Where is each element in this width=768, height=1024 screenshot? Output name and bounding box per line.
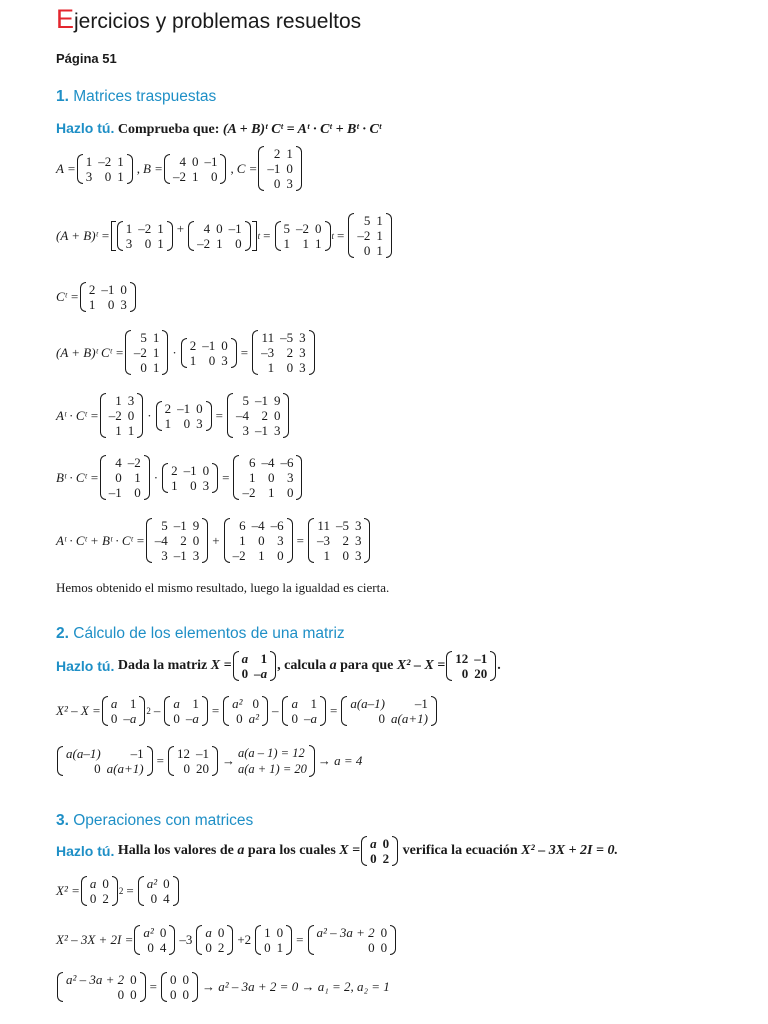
matrix-cell: –a <box>185 711 199 726</box>
matrix-cell: 1 <box>85 153 93 169</box>
matrix-X3-squared <box>138 876 179 906</box>
matrix-cell: 0 <box>196 400 203 416</box>
matrix-cell: 0 <box>217 925 225 940</box>
matrix-cell: 0 <box>286 360 294 375</box>
matrix-cell: –2 <box>197 235 211 251</box>
matrix-cell: 0 <box>286 485 294 500</box>
matrix-cell: 6 <box>239 518 246 533</box>
matrix-cell: –2 <box>242 485 256 500</box>
matrix-cell: a(a–1) <box>350 696 385 711</box>
matrix-AtCt-2 <box>146 518 209 563</box>
matrix-cell: 1 <box>286 146 293 161</box>
matrix-cell: –2 <box>172 168 186 184</box>
matrix-ABt-2 <box>125 330 169 375</box>
section-1-heading: 1. Matrices traspuestas <box>56 88 217 105</box>
matrix-cell: 3 <box>85 168 93 184</box>
matrix-result-1 <box>252 330 315 375</box>
matrix-cell: 1 <box>117 153 124 169</box>
matrix-cell: a <box>241 651 249 666</box>
matrix-cell: –3 <box>316 533 330 548</box>
matrix-cell: 1 <box>152 345 160 360</box>
matrix-cell: –1 <box>267 161 281 176</box>
matrix-cell: 2 <box>164 400 172 416</box>
eq-X2-X: X² – X = a 1 0 –a 2 – a 1 0 –a = a² 0 0 a² – a 1 0 –a = a(a–1) –1 0 a(a+1) <box>56 696 438 726</box>
matrix-Ct <box>80 282 136 312</box>
matrix-cell: 0 <box>236 711 243 726</box>
matrix-cell: 0 <box>183 415 191 431</box>
matrix-cell: 0 <box>144 235 152 251</box>
matrix-cell: –4 <box>235 408 249 423</box>
matrix-cell: –5 <box>335 518 349 533</box>
matrix-X-sec2 <box>233 651 277 681</box>
matrix-cell: –1 <box>177 400 191 416</box>
eq-solution-3: a² – 3a + 2 0 0 0 = 0 0 0 0 → a² – 3a + 2 = 0 → a₁ = 2, a₂ = 1 <box>56 972 393 1002</box>
matrix-cell: 1 <box>134 470 141 485</box>
matrix-cell: 0 <box>170 987 177 1002</box>
matrix-X3-squared-b <box>134 925 175 955</box>
matrix-cell: 1 <box>260 651 268 666</box>
matrix-cell: –1 <box>204 153 218 169</box>
matrix-cell: –2 <box>357 228 371 243</box>
matrix-A-copy <box>117 221 173 251</box>
matrix-cell: 1 <box>376 243 383 258</box>
matrix-cell: 0 <box>273 408 281 423</box>
matrix-cell: 11 <box>317 518 330 533</box>
matrix-cell: 0 <box>276 925 284 940</box>
eq-X2-sec3: X² = a 0 0 2 2 = a² 0 0 4 <box>56 876 180 906</box>
matrix-cell: 2 <box>217 940 225 955</box>
matrix-cell: 0 <box>191 153 199 169</box>
matrix-cell: 0 <box>159 925 167 940</box>
matrix-cell: 0 <box>202 462 210 478</box>
matrix-cell: 0 <box>130 987 137 1002</box>
matrix-cell: 0 <box>130 972 137 987</box>
conclusion-text: Hemos obtenido el mismo resultado, luego la igualdad es cierta. <box>56 580 390 595</box>
matrix-cell: 0 <box>205 940 212 955</box>
matrix-cell: a² <box>143 925 154 940</box>
matrix-cell: 2 <box>261 408 268 423</box>
matrix-X3-a <box>81 876 118 906</box>
matrix-cell: a² – 3a + 2 <box>66 972 125 987</box>
matrix-cell: 1 <box>283 235 290 251</box>
matrix-cell: 11 <box>261 330 275 345</box>
matrix-cell: –a <box>254 666 268 681</box>
matrix-cell: 3 <box>299 360 306 375</box>
matrix-cell: 0 <box>286 161 293 176</box>
matrix-cell: 3 <box>273 423 281 438</box>
system-brace: a(a – 1) = 12 a(a + 1) = 20 <box>238 745 315 777</box>
matrix-cell: 0 <box>380 940 388 955</box>
matrix-cell: –1 <box>173 548 187 563</box>
matrix-cell: a(a–1) <box>66 746 101 761</box>
matrix-cell: 0 <box>89 891 97 906</box>
matrix-cell: 1 <box>127 423 135 438</box>
matrix-cell: 0 <box>134 485 141 500</box>
matrix-cell: a² <box>232 696 243 711</box>
matrix-cell: 0 <box>127 408 135 423</box>
matrix-cell: –2 <box>296 220 309 236</box>
matrix-cell: 1 <box>115 423 122 438</box>
eq-Ct: Cᵗ = 2 –1 0 1 0 3 <box>56 282 137 312</box>
matrix-cell: 0 <box>208 352 216 368</box>
matrix-AtCt <box>227 393 290 438</box>
matrix-cell: a² – 3a + 2 <box>316 925 375 940</box>
matrix-cell: a <box>110 696 118 711</box>
matrix-cell: –1 <box>183 462 197 478</box>
matrix-result-sec2 <box>341 696 437 726</box>
matrix-cell: –2 <box>138 220 152 236</box>
matrix-cell: 1 <box>192 696 199 711</box>
matrix-B <box>164 154 227 184</box>
eq-sum: Aᵗ · Cᵗ + Bᵗ · Cᵗ = 5 –1 9 –4 2 0 3 –1 3 + 6 –4 –6 1 0 3 –2 1 0 = 11 –5 3 –3 2 3 1 0 3 <box>56 518 371 563</box>
matrix-cell: 0 <box>182 972 190 987</box>
matrix-cell: 1 <box>152 330 160 345</box>
solution-2: → a = 4 <box>317 753 363 768</box>
matrix-BtCt <box>233 455 302 500</box>
matrix-Bt <box>100 455 150 500</box>
matrix-cell: 1 <box>302 235 309 251</box>
matrix-cell: –2 <box>108 408 122 423</box>
matrix-cell: 0 <box>210 168 218 184</box>
matrix-cell: a <box>173 696 180 711</box>
section-1-task: Hazlo tú. Comprueba que: (A + B)ᵗ Cᵗ = Aᵗ · Cᵗ + Bᵗ · Cᵗ <box>56 120 382 137</box>
matrix-cell: –1 <box>173 518 187 533</box>
matrix-Ct-2 <box>181 338 237 368</box>
matrix-cell: 1 <box>258 548 265 563</box>
matrix-cell: 5 <box>161 518 168 533</box>
matrix-cell: 3 <box>125 235 133 251</box>
matrix-result-2 <box>308 518 371 563</box>
matrix-zero <box>161 972 198 1002</box>
matrix-cell: 0 <box>163 876 170 891</box>
matrix-cell: 0 <box>252 696 259 711</box>
matrix-cell: 1 <box>152 360 160 375</box>
matrix-B-copy <box>188 221 251 251</box>
matrix-cell: 0 <box>94 761 101 776</box>
solution-3: → a² – 3a + 2 = 0 → a₁ = 2, a₂ = 1 <box>202 979 390 994</box>
matrix-cell: a² <box>146 876 158 891</box>
matrix-cell: 0 <box>120 282 127 297</box>
matrix-cell: 0 <box>382 836 390 851</box>
matrix-cell: 0 <box>104 168 112 184</box>
eq-ABtCt: (A + B)ᵗ Cᵗ = 5 1 –2 1 0 1 · 2 –1 0 1 0 3 = 11 –5 3 –3 2 3 1 0 3 <box>56 330 316 375</box>
matrix-cell: 0 <box>370 851 377 866</box>
matrix-cell: 0 <box>267 470 275 485</box>
matrix-cell: 3 <box>161 548 168 563</box>
eq-system-2: a(a–1) –1 0 a(a+1) = 12 –1 0 20 → a(a – 1) = 12 a(a + 1) = 20 → a = 4 <box>56 745 365 777</box>
matrix-cell: –a <box>123 711 137 726</box>
matrix-cell: 1 <box>88 297 96 312</box>
matrix-cell: 3 <box>221 352 228 368</box>
matrix-cell: –5 <box>280 330 294 345</box>
matrix-cell: 1 <box>315 235 322 251</box>
matrix-cell: 4 <box>163 891 170 906</box>
matrix-BtCt-2 <box>224 518 293 563</box>
matrix-cell: –2 <box>232 548 246 563</box>
matrix-cell: 1 <box>267 360 275 375</box>
matrix-cell: 1 <box>267 485 275 500</box>
matrix-cell: –4 <box>251 518 265 533</box>
matrix-cell: 1 <box>376 228 383 243</box>
page-number: Página 51 <box>56 51 117 66</box>
matrix-result-sec3-b <box>57 972 146 1002</box>
matrix-cell: –6 <box>280 455 294 470</box>
matrix-cell: a <box>89 876 97 891</box>
matrix-cell: 2 <box>180 533 187 548</box>
matrix-cell: –1 <box>228 220 242 236</box>
matrix-cell: 5 <box>140 330 147 345</box>
matrix-cell: –a <box>303 711 317 726</box>
matrix-AB-t <box>348 213 392 258</box>
matrix-cell: 0 <box>147 940 154 955</box>
matrix-cell: –2 <box>98 153 112 169</box>
matrix-target-2 <box>446 651 496 681</box>
matrix-cell: –4 <box>261 455 275 470</box>
matrix-cell: 1 <box>310 696 317 711</box>
matrix-cell: 9 <box>273 393 281 408</box>
matrix-cell: 3 <box>286 470 294 485</box>
matrix-cell: a(a+1) <box>106 761 144 776</box>
matrix-cell: 1 <box>125 220 133 236</box>
matrix-cell: 0 <box>368 940 375 955</box>
matrix-cell: 0 <box>216 220 223 236</box>
matrix-cell: 12 <box>176 746 190 761</box>
matrix-cell: 1 <box>276 940 284 955</box>
matrix-cell: 0 <box>150 891 158 906</box>
matrix-cell: 0 <box>140 360 147 375</box>
matrix-cell: 0 <box>235 235 242 251</box>
matrix-cell: 1 <box>129 696 137 711</box>
matrix-result-sec2-b <box>57 746 153 776</box>
matrix-cell: 1 <box>164 415 172 431</box>
matrix-cell: 3 <box>354 548 362 563</box>
matrix-cell: 0 <box>117 987 125 1002</box>
matrix-cell: –3 <box>261 345 275 360</box>
matrix-cell: a <box>205 925 212 940</box>
matrix-cell: 0 <box>182 987 190 1002</box>
matrix-cell: 0 <box>173 711 180 726</box>
matrix-cell: 1 <box>376 213 383 228</box>
matrix-cell: 0 <box>192 533 200 548</box>
eq-main-sec3: X² – 3X + 2I = a² 0 0 4 –3 a 0 0 2 +2 1 0 0 1 = a² – 3a + 2 0 0 0 <box>56 925 397 955</box>
matrix-result-sec3 <box>308 925 397 955</box>
matrix-cell: 5 <box>363 213 371 228</box>
matrix-cell: 0 <box>102 876 109 891</box>
matrix-cell: 20 <box>195 761 209 776</box>
matrix-cell: –2 <box>127 455 141 470</box>
matrix-cell: a² <box>248 711 259 726</box>
matrix-cell: 0 <box>190 477 197 493</box>
title-text: jercicios y problemas resueltos <box>74 10 362 33</box>
matrix-cell: 2 <box>102 891 109 906</box>
matrix-cell: 2 <box>382 851 390 866</box>
matrix-cell: 20 <box>474 666 488 681</box>
matrix-cell: 3 <box>299 330 306 345</box>
matrix-cell: 2 <box>342 533 349 548</box>
matrix-cell: –1 <box>474 651 488 666</box>
title-initial: E <box>56 4 75 34</box>
matrix-cell: 1 <box>239 533 246 548</box>
matrix-cell: 0 <box>110 711 118 726</box>
bracket-group: 1 –2 1 3 0 1 + 4 0 –1 –2 1 0 <box>111 221 257 251</box>
matrix-cell: 1 <box>157 220 164 236</box>
matrix-cell: 0 <box>115 470 122 485</box>
matrix-cell: –1 <box>130 746 144 761</box>
matrix-cell: 1 <box>171 477 178 493</box>
page-title <box>56 4 361 35</box>
matrix-cell: 2 <box>273 146 281 161</box>
section-3-heading: 3. Operaciones con matrices <box>56 812 254 829</box>
matrix-cell: 3 <box>299 345 306 360</box>
matrix-target-2b <box>168 746 218 776</box>
matrix-cell: a <box>370 836 377 851</box>
matrix-cell: 0 <box>170 972 177 987</box>
matrix-cell: 3 <box>127 393 135 408</box>
matrix-cell: 1 <box>189 352 197 368</box>
matrix-cell: 4 <box>179 153 186 169</box>
matrix-cell: 0 <box>380 925 388 940</box>
matrix-cell: 0 <box>221 337 228 353</box>
matrix-cell: a <box>291 696 298 711</box>
matrix-cell: 3 <box>354 518 362 533</box>
matrix-X-a <box>102 696 146 726</box>
matrix-cell: a(a+1) <box>390 711 428 726</box>
matrix-cell: 0 <box>107 297 115 312</box>
matrix-cell: 2 <box>189 337 197 353</box>
matrix-cell: 1 <box>216 235 223 251</box>
matrix-At <box>100 393 144 438</box>
eq-AtCt: Aᵗ · Cᵗ = 1 3 –2 0 1 1 · 2 –1 0 1 0 3 = 5 –1 9 –4 2 0 3 –1 3 <box>56 393 290 438</box>
matrix-cell: 0 <box>264 940 271 955</box>
matrix-X-squared <box>223 696 268 726</box>
matrix-cell: 1 <box>248 470 256 485</box>
matrix-X-sec3 <box>361 836 398 866</box>
matrix-cell: 6 <box>248 455 256 470</box>
section-2-heading: 2. Cálculo de los elementos de una matriz <box>56 625 345 642</box>
matrix-cell: 1 <box>157 235 164 251</box>
matrix-cell: –1 <box>202 337 216 353</box>
matrix-cell: 1 <box>264 925 271 940</box>
section-3-task: Hazlo tú. Halla los valores de a para los cuales X = a 0 0 2 verifica la ecuación X² – 3X + 2I = 0. <box>56 836 618 866</box>
matrix-cell: 1 <box>323 548 330 563</box>
matrix-cell: 3 <box>277 533 284 548</box>
matrix-cell: 3 <box>196 415 203 431</box>
def-matrices: A = 1 –2 1 3 0 1 , B = 4 0 –1 –2 1 0 , C = 2 1 –1 0 0 3 <box>56 146 303 191</box>
matrix-cell: 1 <box>115 393 122 408</box>
matrix-cell: 1 <box>191 168 199 184</box>
section-2-task: Hazlo tú. Dada la matriz X = a 1 0 –a , calcula a para que X² – X = 12 –1 0 20 . <box>56 651 501 681</box>
matrix-cell: 2 <box>171 462 178 478</box>
matrix-cell: –1 <box>254 393 268 408</box>
matrix-cell: 4 <box>159 940 167 955</box>
matrix-cell: 0 <box>291 711 298 726</box>
matrix-X-c <box>282 696 326 726</box>
matrix-cell: –1 <box>254 423 268 438</box>
matrix-cell: 0 <box>363 243 371 258</box>
matrix-cell: –6 <box>270 518 284 533</box>
matrix-cell: –2 <box>133 345 147 360</box>
matrix-cell: 0 <box>461 666 469 681</box>
matrix-Ct-4 <box>162 463 218 493</box>
matrix-cell: 0 <box>378 711 385 726</box>
matrix-Ct-3 <box>156 401 212 431</box>
matrix-A <box>77 154 133 184</box>
matrix-cell: 5 <box>283 220 290 236</box>
matrix-cell: –4 <box>154 533 168 548</box>
matrix-cell: 4 <box>115 455 122 470</box>
matrix-C <box>258 146 302 191</box>
matrix-cell: 5 <box>242 393 249 408</box>
matrix-cell: 3 <box>192 548 200 563</box>
matrix-cell: 3 <box>354 533 362 548</box>
eq-AB-transpose: (A + B)ᵗ = 1 –2 1 3 0 1 + 4 0 –1 –2 1 0 t = 5 –2 0 1 1 1 t = 5 1 –2 1 0 1 <box>56 213 393 258</box>
matrix-cell: 4 <box>203 220 211 236</box>
matrix-cell: 3 <box>242 423 249 438</box>
matrix-cell: 9 <box>192 518 200 533</box>
matrix-cell: 0 <box>183 761 190 776</box>
matrix-cell: –1 <box>195 746 209 761</box>
matrix-cell: 0 <box>241 666 249 681</box>
matrix-X-b <box>164 696 208 726</box>
matrix-cell: 3 <box>120 297 127 312</box>
matrix-cell: –1 <box>108 485 122 500</box>
matrix-cell: 0 <box>342 548 349 563</box>
matrix-cell: 2 <box>286 345 294 360</box>
matrix-cell: 0 <box>315 220 322 236</box>
matrix-AB-sum <box>275 221 331 251</box>
matrix-cell: 3 <box>286 176 293 191</box>
matrix-cell: 0 <box>273 176 281 191</box>
matrix-cell: 0 <box>258 533 265 548</box>
matrix-cell: –1 <box>414 696 428 711</box>
matrix-X3-b <box>196 925 233 955</box>
matrix-cell: 0 <box>277 548 284 563</box>
matrix-cell: 1 <box>117 168 124 184</box>
matrix-cell: 12 <box>455 651 469 666</box>
matrix-cell: 3 <box>202 477 210 493</box>
matrix-cell: 2 <box>88 282 96 297</box>
eq-BtCt: Bᵗ · Cᵗ = 4 –2 0 1 –1 0 · 2 –1 0 1 0 3 = 6 –4 –6 1 0 3 –2 1 0 <box>56 455 303 500</box>
matrix-identity <box>255 925 292 955</box>
matrix-cell: –1 <box>101 282 115 297</box>
